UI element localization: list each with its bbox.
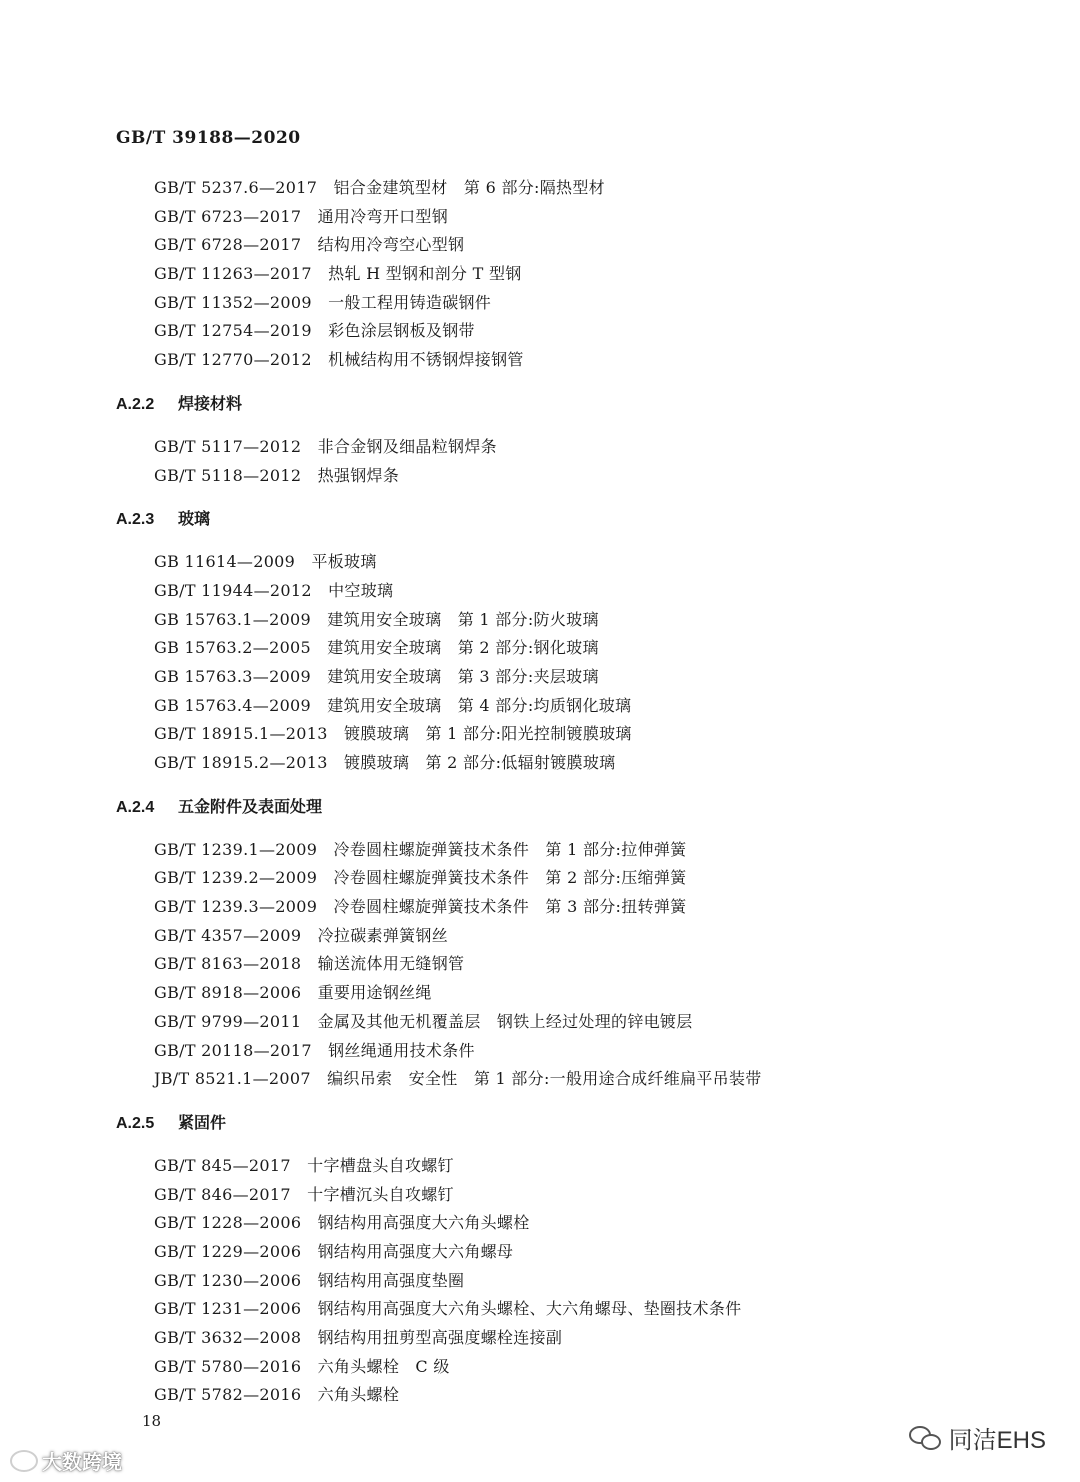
standard-reference: GB/T 18915.2—2013 镀膜玻璃 第 2 部分:低辐射镀膜玻璃 xyxy=(154,753,616,772)
standard-reference: GB/T 8918—2006 重要用途钢丝绳 xyxy=(154,983,432,1003)
standard-reference: GB/T 3632—2008 钢结构用扭剪型高强度螺栓连接副 xyxy=(154,1328,563,1347)
standard-reference: GB/T 5237.6—2017 铝合金建筑型材 第 6 部分:隔热型材 xyxy=(154,178,605,197)
watermark-right-text: 同洁EHS xyxy=(948,1427,1046,1454)
standard-reference: GB 15763.4—2009 建筑用安全玻璃 第 4 部分:均质钢化玻璃 xyxy=(154,695,632,715)
section-number: A.2.2 xyxy=(116,395,155,413)
standard-reference: GB 11614—2009 平板玻璃 xyxy=(154,552,377,572)
watermark-logo-icon xyxy=(10,1450,38,1472)
standard-reference: GB/T 1239.2—2009 冷卷圆柱螺旋弹簧技术条件 第 2 部分:压缩弹簧 xyxy=(154,868,687,888)
standard-reference: GB/T 11263—2017 热轧 H 型钢和剖分 T 型钢 xyxy=(154,264,522,284)
section-number: A.2.4 xyxy=(116,798,155,816)
standard-reference: GB/T 6728—2017 结构用冷弯空心型钢 xyxy=(154,235,465,255)
standard-reference: GB 15763.3—2009 建筑用安全玻璃 第 3 部分:夹层玻璃 xyxy=(154,666,599,686)
section-number: A.2.5 xyxy=(116,1114,155,1132)
standard-reference: GB 15763.2—2005 建筑用安全玻璃 第 2 部分:钢化玻璃 xyxy=(154,638,599,658)
watermark-left xyxy=(10,1446,122,1475)
standard-reference: GB/T 5780—2016 六角头螺栓 C 级 xyxy=(154,1356,450,1376)
standard-reference: GB/T 846—2017 十字槽沉头自攻螺钉 xyxy=(154,1184,454,1204)
standard-reference: GB 15763.1—2009 建筑用安全玻璃 第 1 部分:防火玻璃 xyxy=(154,609,599,629)
wechat-icon xyxy=(909,1424,943,1452)
watermark-right xyxy=(909,1420,1046,1455)
section-title-text: 玻璃 xyxy=(178,509,211,529)
document-header: GB/T 39188—2020 xyxy=(116,128,301,148)
standard-reference: GB/T 5782—2016 六角头螺栓 xyxy=(154,1385,400,1405)
section-number: A.2.3 xyxy=(116,511,155,529)
section-heading xyxy=(116,1108,1016,1138)
page-number: 18 xyxy=(142,1412,162,1430)
reference-list xyxy=(116,174,1016,1410)
standard-reference: GB/T 5117—2012 非合金钢及细晶粒钢焊条 xyxy=(154,436,497,456)
section-title-text: 焊接材料 xyxy=(178,393,243,413)
standard-reference: GB/T 9799—2011 金属及其他无机覆盖层 钢铁上经过处理的锌电镀层 xyxy=(154,1011,693,1031)
standard-reference: JB/T 8521.1—2007 编织吊索 安全性 第 1 部分:一般用途合成纤维扁平吊装带 xyxy=(154,1069,762,1089)
standard-reference: GB/T 8163—2018 输送流体用无缝钢管 xyxy=(154,954,465,974)
standard-reference: GB/T 845—2017 十字槽盘头自攻螺钉 xyxy=(154,1155,454,1175)
section-title-text: 五金附件及表面处理 xyxy=(178,796,323,816)
standard-reference: GB/T 1239.3—2009 冷卷圆柱螺旋弹簧技术条件 第 3 部分:扭转弹簧 xyxy=(154,897,687,917)
standard-reference: GB/T 18915.1—2013 镀膜玻璃 第 1 部分:阳光控制镀膜玻璃 xyxy=(154,724,632,744)
standard-reference: GB/T 1239.1—2009 冷卷圆柱螺旋弹簧技术条件 第 1 部分:拉伸弹簧 xyxy=(154,839,687,859)
section-heading xyxy=(116,792,1016,822)
standard-reference: GB/T 1230—2006 钢结构用高强度垫圈 xyxy=(154,1270,465,1290)
standard-reference: GB/T 6723—2017 通用冷弯开口型钢 xyxy=(154,206,449,226)
standard-reference: GB/T 12770—2012 机械结构用不锈钢焊接钢管 xyxy=(154,350,524,370)
section-heading xyxy=(116,389,1016,419)
standard-reference: GB/T 4357—2009 冷拉碳素弹簧钢丝 xyxy=(154,925,449,945)
standard-reference: GB/T 20118—2017 钢丝绳通用技术条件 xyxy=(154,1040,475,1060)
section-title-text: 紧固件 xyxy=(178,1112,227,1132)
standard-reference: GB/T 11352—2009 一般工程用铸造碳钢件 xyxy=(154,292,492,312)
section-heading xyxy=(116,504,1016,534)
watermark-left-text: 大数跨境 xyxy=(42,1452,122,1474)
standard-reference: GB/T 12754—2019 彩色涂层钢板及钢带 xyxy=(154,321,475,341)
standard-reference: GB/T 1228—2006 钢结构用高强度大六角头螺栓 xyxy=(154,1213,530,1233)
standard-reference: GB/T 5118—2012 热强钢焊条 xyxy=(154,465,400,485)
standard-reference: GB/T 11944—2012 中空玻璃 xyxy=(154,580,394,600)
standard-reference: GB/T 1229—2006 钢结构用高强度大六角螺母 xyxy=(154,1241,514,1261)
standard-reference: GB/T 1231—2006 钢结构用高强度大六角头螺栓、大六角螺母、垫圈技术条件 xyxy=(154,1299,742,1319)
